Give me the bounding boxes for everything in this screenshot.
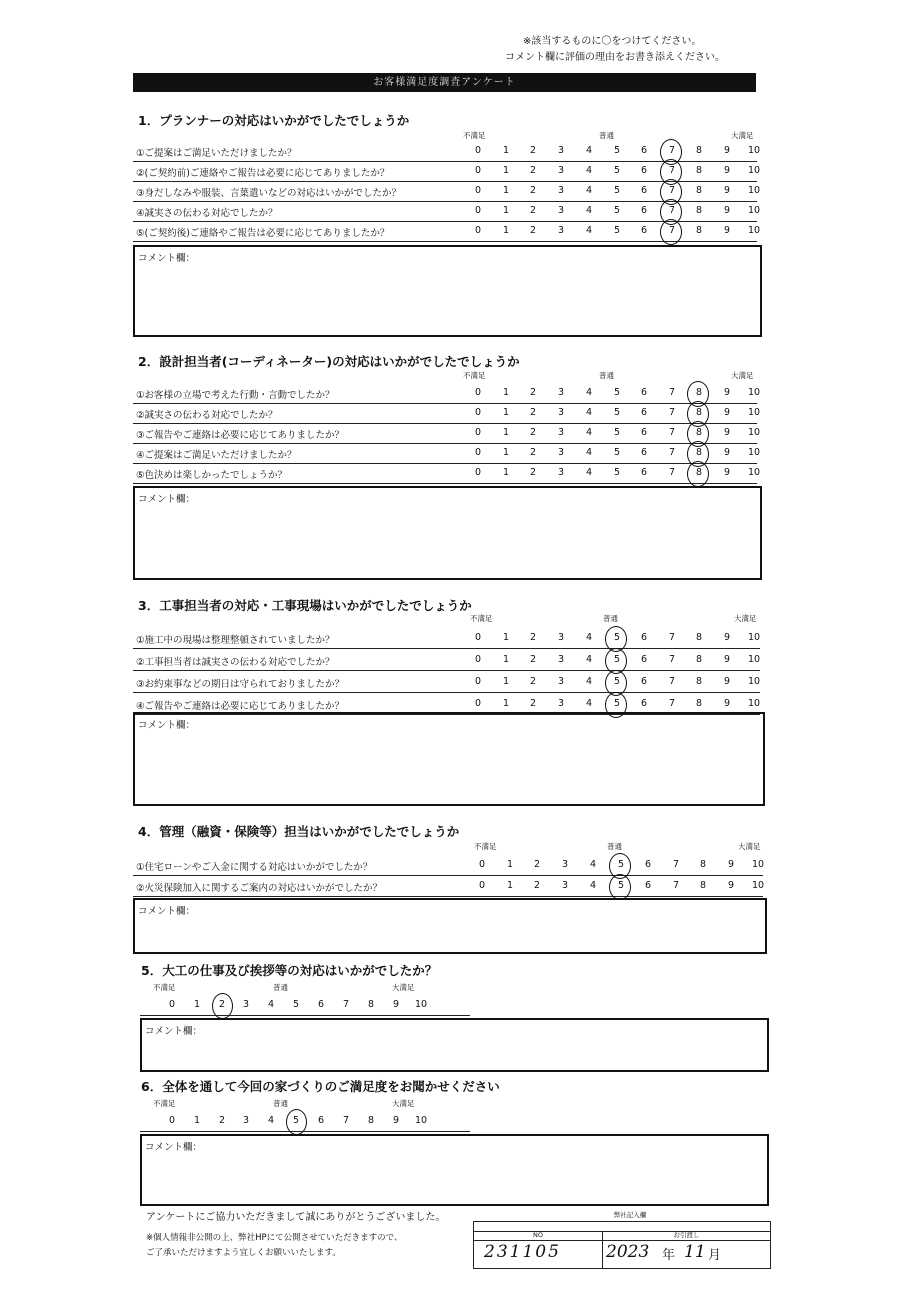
rating-option-5[interactable]: 5 <box>613 467 621 478</box>
rating-option-9[interactable]: 9 <box>723 225 731 236</box>
rating-option-3[interactable]: 3 <box>557 387 565 398</box>
rating-option-2[interactable]: 2 <box>529 654 537 665</box>
rating-option-8[interactable]: 8 <box>367 1115 375 1126</box>
rating-option-10[interactable]: 10 <box>747 407 761 418</box>
question-row <box>133 855 763 876</box>
question-text: ①住宅ローンやご入金に関する対応はいかがでしたか？ <box>136 862 373 873</box>
comment-label: コメント欄： <box>145 1026 203 1037</box>
section-5-low-label: 不満足 <box>153 983 176 992</box>
rating-option-6[interactable]: 6 <box>640 467 648 478</box>
rating-option-0[interactable]: 0 <box>474 387 482 398</box>
rating-option-1[interactable]: 1 <box>502 387 510 398</box>
rating-option-2[interactable]: 2 <box>218 1115 226 1126</box>
rating-option-8[interactable]: 8 <box>695 165 703 176</box>
rating-option-10[interactable]: 10 <box>747 676 761 687</box>
section-3-mid-label: 普通 <box>603 614 618 623</box>
question-text: ①お客様の立場で考えた行動・言動でしたか？ <box>136 390 335 401</box>
section-4-high-label: 大満足 <box>738 842 761 851</box>
rating-option-6[interactable]: 6 <box>644 880 652 891</box>
rating-option-1[interactable]: 1 <box>502 427 510 438</box>
rating-option-5[interactable]: 5 <box>613 205 621 216</box>
rating-option-5[interactable]: 5 <box>613 225 621 236</box>
rating-option-1[interactable]: 1 <box>502 632 510 643</box>
rating-option-5[interactable]: 5 <box>613 654 621 665</box>
rating-option-6[interactable]: 6 <box>640 698 648 709</box>
rating-option-4[interactable]: 4 <box>585 407 593 418</box>
rating-option-1[interactable]: 1 <box>502 185 510 196</box>
handover-month: 11 <box>684 1242 706 1262</box>
question-text: ④ご報告やご連絡は必要に応じてありましたか？ <box>136 701 345 712</box>
rating-option-3[interactable]: 3 <box>557 467 565 478</box>
rating-option-5[interactable]: 5 <box>617 880 625 891</box>
comment-box-2[interactable] <box>133 486 762 580</box>
handover-label: お引渡し <box>673 1231 700 1239</box>
rating-option-7[interactable]: 7 <box>668 676 676 687</box>
rating-option-5[interactable]: 5 <box>613 632 621 643</box>
rating-option-7[interactable]: 7 <box>668 632 676 643</box>
question-text: ③ご報告やご連絡は必要に応じてありましたか？ <box>136 430 345 441</box>
rating-option-9[interactable]: 9 <box>723 654 731 665</box>
rating-option-9[interactable]: 9 <box>723 165 731 176</box>
rating-option-10[interactable]: 10 <box>751 859 765 870</box>
rating-option-1[interactable]: 1 <box>502 165 510 176</box>
rating-option-7[interactable]: 7 <box>668 654 676 665</box>
rating-option-3[interactable]: 3 <box>557 225 565 236</box>
rating-option-0[interactable]: 0 <box>168 999 176 1010</box>
rating-option-6[interactable]: 6 <box>640 676 648 687</box>
section-6-title: 6．全体を通して今回の家づくりのご満足度をお聞かせください <box>141 1079 500 1094</box>
section-3-low-label: 不満足 <box>470 614 493 623</box>
rating-option-0[interactable]: 0 <box>474 165 482 176</box>
rating-option-0[interactable]: 0 <box>474 205 482 216</box>
rating-option-8[interactable]: 8 <box>695 225 703 236</box>
question-row <box>133 181 761 202</box>
rating-option-7[interactable]: 7 <box>668 467 676 478</box>
rating-option-6[interactable]: 6 <box>640 407 648 418</box>
rating-option-4[interactable]: 4 <box>585 676 593 687</box>
rating-option-3[interactable]: 3 <box>557 632 565 643</box>
rating-option-0[interactable]: 0 <box>478 880 486 891</box>
rating-option-0[interactable]: 0 <box>474 145 482 156</box>
rating-option-1[interactable]: 1 <box>502 225 510 236</box>
rating-option-4[interactable]: 4 <box>585 467 593 478</box>
rating-option-10[interactable]: 10 <box>747 698 761 709</box>
rating-option-6[interactable]: 6 <box>640 145 648 156</box>
rating-option-9[interactable]: 9 <box>723 467 731 478</box>
rating-option-1[interactable]: 1 <box>502 698 510 709</box>
rating-option-6[interactable]: 6 <box>640 387 648 398</box>
no-label: NO <box>533 1231 543 1239</box>
comment-label: コメント欄： <box>138 720 196 731</box>
rating-option-7[interactable]: 7 <box>668 165 676 176</box>
rating-option-8[interactable]: 8 <box>695 654 703 665</box>
rating-option-9[interactable]: 9 <box>392 1115 400 1126</box>
rating-option-0[interactable]: 0 <box>474 632 482 643</box>
section-4-low-label: 不満足 <box>474 842 497 851</box>
rating-option-3[interactable]: 3 <box>557 407 565 418</box>
rating-option-2[interactable]: 2 <box>529 205 537 216</box>
question-text: ⑤色決めは楽しかったでしょうか？ <box>136 470 288 481</box>
selected-answer-circle <box>660 219 682 245</box>
rating-option-8[interactable]: 8 <box>699 859 707 870</box>
rating-option-3[interactable]: 3 <box>557 165 565 176</box>
rating-option-4[interactable]: 4 <box>585 225 593 236</box>
rating-option-0[interactable]: 0 <box>474 185 482 196</box>
rating-option-9[interactable]: 9 <box>723 145 731 156</box>
comment-label: コメント欄： <box>138 906 196 917</box>
comment-box-1[interactable] <box>133 245 762 337</box>
no-value: 231105 <box>484 1242 561 1262</box>
question-text: ②工事担当者は誠実さの伝わる対応でしたか？ <box>136 657 335 668</box>
privacy-line-2: ご了承いただけますよう宜しくお願いいたします。 <box>146 1248 341 1258</box>
rating-option-3[interactable]: 3 <box>242 1115 250 1126</box>
question-text: ③身だしなみや服装、言葉遣いなどの対応はいかがでしたか？ <box>136 188 402 199</box>
rating-option-7[interactable]: 7 <box>668 145 676 156</box>
rating-option-4[interactable]: 4 <box>585 145 593 156</box>
rating-option-7[interactable]: 7 <box>672 859 680 870</box>
rating-option-0[interactable]: 0 <box>474 447 482 458</box>
question-text: ②誠実さの伝わる対応でしたか？ <box>136 410 278 421</box>
question-row <box>133 161 761 182</box>
rating-option-4[interactable]: 4 <box>267 999 275 1010</box>
rating-option-10[interactable]: 10 <box>414 1115 428 1126</box>
question-row <box>133 423 761 444</box>
rating-option-2[interactable]: 2 <box>529 632 537 643</box>
rating-option-6[interactable]: 6 <box>640 427 648 438</box>
privacy-note <box>146 1231 402 1261</box>
question-row <box>133 403 761 424</box>
section-1-mid-label: 普通 <box>599 131 614 140</box>
rating-option-2[interactable]: 2 <box>529 447 537 458</box>
question-row <box>133 876 763 897</box>
rating-option-1[interactable]: 1 <box>502 407 510 418</box>
privacy-line-1: ※個人情報非公開の上、弊社HPにて公開させていただきますので、 <box>146 1233 403 1243</box>
month-unit: 月 <box>708 1248 722 1263</box>
question-row <box>133 443 761 464</box>
question-text: ②(ご契約前)ご連絡やご報告は必要に応じてありましたか？ <box>136 168 390 179</box>
rating-option-7[interactable]: 7 <box>668 447 676 458</box>
rating-option-1[interactable]: 1 <box>502 676 510 687</box>
section-5-high-label: 大満足 <box>392 983 415 992</box>
rating-option-8[interactable]: 8 <box>695 676 703 687</box>
rating-option-5[interactable]: 5 <box>613 145 621 156</box>
rating-option-6[interactable]: 6 <box>640 225 648 236</box>
section-5-title: 5．大工の仕事及び挨拶等の対応はいかがでしたか？ <box>141 963 438 978</box>
question-row <box>133 672 760 693</box>
rating-option-3[interactable]: 3 <box>557 205 565 216</box>
rating-option-6[interactable]: 6 <box>640 447 648 458</box>
rating-option-4[interactable]: 4 <box>585 447 593 458</box>
rating-option-6[interactable]: 6 <box>317 1115 325 1126</box>
rating-option-10[interactable]: 10 <box>751 880 765 891</box>
rating-option-3[interactable]: 3 <box>557 185 565 196</box>
rating-option-4[interactable]: 4 <box>589 859 597 870</box>
rating-option-8[interactable]: 8 <box>695 407 703 418</box>
selected-answer-circle <box>609 874 631 900</box>
rating-option-0[interactable]: 0 <box>168 1115 176 1126</box>
rating-option-3[interactable]: 3 <box>557 145 565 156</box>
rating-option-1[interactable]: 1 <box>193 999 201 1010</box>
rating-option-2[interactable]: 2 <box>529 467 537 478</box>
section-3-high-label: 大満足 <box>734 614 757 623</box>
rating-option-9[interactable]: 9 <box>723 407 731 418</box>
rating-option-4[interactable]: 4 <box>585 654 593 665</box>
rating-option-3[interactable]: 3 <box>242 999 250 1010</box>
question-text: ①施工中の現場は整理整頓されていましたか？ <box>136 635 335 646</box>
rating-option-2[interactable]: 2 <box>533 859 541 870</box>
rating-option-7[interactable]: 7 <box>668 225 676 236</box>
question-text: ①ご提案はご満足いただけましたか？ <box>136 148 297 159</box>
rating-option-9[interactable]: 9 <box>727 880 735 891</box>
rating-option-0[interactable]: 0 <box>474 225 482 236</box>
section-1-title: 1．プランナーの対応はいかがでしたでしょうか <box>138 113 410 128</box>
rating-option-4[interactable]: 4 <box>585 698 593 709</box>
rating-option-8[interactable]: 8 <box>695 205 703 216</box>
rating-option-0[interactable]: 0 <box>474 427 482 438</box>
question-row <box>133 141 761 162</box>
question-row <box>133 628 760 649</box>
rating-option-9[interactable]: 9 <box>723 387 731 398</box>
year-unit: 年 <box>662 1248 676 1263</box>
rating-option-8[interactable]: 8 <box>695 447 703 458</box>
rating-option-5[interactable]: 5 <box>292 1115 300 1126</box>
section-6-low-label: 不満足 <box>153 1099 176 1108</box>
rating-option-9[interactable]: 9 <box>723 698 731 709</box>
question-text: ⑤(ご契約後)ご連絡やご報告は必要に応じてありましたか？ <box>136 228 390 239</box>
section-5-underline <box>140 1015 470 1016</box>
rating-option-6[interactable]: 6 <box>640 205 648 216</box>
rating-option-10[interactable]: 10 <box>747 225 761 236</box>
rating-option-1[interactable]: 1 <box>193 1115 201 1126</box>
rating-option-5[interactable]: 5 <box>613 447 621 458</box>
question-row <box>133 383 761 404</box>
rating-option-4[interactable]: 4 <box>585 205 593 216</box>
rating-option-5[interactable]: 5 <box>613 427 621 438</box>
section-2-high-label: 大満足 <box>731 371 754 380</box>
rating-option-9[interactable]: 9 <box>723 632 731 643</box>
rating-option-10[interactable]: 10 <box>747 387 761 398</box>
rating-option-3[interactable]: 3 <box>557 676 565 687</box>
rating-option-8[interactable]: 8 <box>695 185 703 196</box>
rating-option-10[interactable]: 10 <box>747 467 761 478</box>
question-text: ③お約束事などの期日は守られておりましたか？ <box>136 679 345 690</box>
rating-option-10[interactable]: 10 <box>747 632 761 643</box>
section-2-low-label: 不満足 <box>463 371 486 380</box>
rating-option-5[interactable]: 5 <box>613 698 621 709</box>
rating-option-4[interactable]: 4 <box>585 387 593 398</box>
rating-option-2[interactable]: 2 <box>529 427 537 438</box>
rating-option-0[interactable]: 0 <box>474 698 482 709</box>
section-1-low-label: 不満足 <box>463 131 486 140</box>
rating-option-3[interactable]: 3 <box>557 447 565 458</box>
rating-option-2[interactable]: 2 <box>218 999 226 1010</box>
rating-option-4[interactable]: 4 <box>589 880 597 891</box>
comment-label: コメント欄： <box>145 1142 203 1153</box>
rating-option-7[interactable]: 7 <box>668 205 676 216</box>
section-2-title: 2．設計担当者(コーディネーター)の対応はいかがでしたでしょうか <box>138 354 520 369</box>
rating-option-4[interactable]: 4 <box>585 165 593 176</box>
rating-option-8[interactable]: 8 <box>699 880 707 891</box>
rating-option-2[interactable]: 2 <box>533 880 541 891</box>
question-row <box>133 650 760 671</box>
instruction-1: ※該当するものに〇をつけてください。 <box>523 36 702 47</box>
rating-option-7[interactable]: 7 <box>672 880 680 891</box>
question-text: ④ご提案はご満足いただけましたか？ <box>136 450 297 461</box>
selected-answer-circle <box>687 461 709 487</box>
rating-option-7[interactable]: 7 <box>668 427 676 438</box>
rating-option-3[interactable]: 3 <box>557 654 565 665</box>
rating-option-4[interactable]: 4 <box>267 1115 275 1126</box>
rating-option-0[interactable]: 0 <box>474 467 482 478</box>
rating-option-3[interactable]: 3 <box>561 859 569 870</box>
rating-option-5[interactable]: 5 <box>613 387 621 398</box>
rating-option-1[interactable]: 1 <box>506 859 514 870</box>
comment-box-3[interactable] <box>133 712 765 806</box>
section-4-mid-label: 普通 <box>607 842 622 851</box>
rating-option-1[interactable]: 1 <box>506 880 514 891</box>
rating-option-8[interactable]: 8 <box>695 632 703 643</box>
instructions <box>505 34 725 66</box>
rating-option-8[interactable]: 8 <box>695 427 703 438</box>
rating-option-5[interactable]: 5 <box>292 999 300 1010</box>
rating-option-2[interactable]: 2 <box>529 225 537 236</box>
thanks-text: アンケートにご協力いただきまして誠にありがとうございました。 <box>146 1212 446 1223</box>
rating-option-10[interactable]: 10 <box>747 165 761 176</box>
rating-option-6[interactable]: 6 <box>644 859 652 870</box>
rating-option-7[interactable]: 7 <box>668 387 676 398</box>
rating-option-9[interactable]: 9 <box>727 859 735 870</box>
rating-option-2[interactable]: 2 <box>529 676 537 687</box>
rating-option-10[interactable]: 10 <box>747 447 761 458</box>
section-5-mid-label: 普通 <box>273 983 288 992</box>
rating-option-4[interactable]: 4 <box>585 632 593 643</box>
comment-box-5[interactable] <box>140 1018 769 1072</box>
rating-option-7[interactable]: 7 <box>668 185 676 196</box>
rating-option-9[interactable]: 9 <box>723 185 731 196</box>
rating-option-2[interactable]: 2 <box>529 165 537 176</box>
rating-option-6[interactable]: 6 <box>640 632 648 643</box>
rating-option-1[interactable]: 1 <box>502 654 510 665</box>
rating-option-2[interactable]: 2 <box>529 185 537 196</box>
rating-option-2[interactable]: 2 <box>529 407 537 418</box>
rating-option-8[interactable]: 8 <box>695 698 703 709</box>
handover-year: 2023 <box>606 1242 650 1262</box>
rating-option-5[interactable]: 5 <box>617 859 625 870</box>
rating-option-7[interactable]: 7 <box>668 407 676 418</box>
comment-label: コメント欄： <box>138 253 196 264</box>
section-6-underline <box>140 1131 470 1132</box>
rating-option-0[interactable]: 0 <box>478 859 486 870</box>
rating-option-10[interactable]: 10 <box>414 999 428 1010</box>
rating-option-10[interactable]: 10 <box>747 145 761 156</box>
rating-option-2[interactable]: 2 <box>529 387 537 398</box>
rating-option-8[interactable]: 8 <box>695 387 703 398</box>
rating-option-4[interactable]: 4 <box>585 427 593 438</box>
section-1-high-label: 大満足 <box>731 131 754 140</box>
rating-option-6[interactable]: 6 <box>640 165 648 176</box>
rating-option-5[interactable]: 5 <box>613 676 621 687</box>
instruction-2: コメント欄に評価の理由をお書き添えください。 <box>505 52 725 63</box>
rating-option-5[interactable]: 5 <box>613 407 621 418</box>
question-row <box>133 201 761 222</box>
rating-option-2[interactable]: 2 <box>529 145 537 156</box>
comment-box-4[interactable] <box>133 898 767 954</box>
section-6-mid-label: 普通 <box>273 1099 288 1108</box>
survey-title: お客様満足度調査アンケート <box>133 73 756 92</box>
section-6-high-label: 大満足 <box>392 1099 415 1108</box>
question-row <box>133 463 761 484</box>
rating-option-9[interactable]: 9 <box>392 999 400 1010</box>
rating-option-8[interactable]: 8 <box>695 145 703 156</box>
rating-option-8[interactable]: 8 <box>695 467 703 478</box>
rating-option-0[interactable]: 0 <box>474 654 482 665</box>
rating-option-4[interactable]: 4 <box>585 185 593 196</box>
rating-option-0[interactable]: 0 <box>474 407 482 418</box>
rating-option-3[interactable]: 3 <box>557 698 565 709</box>
comment-label: コメント欄： <box>138 494 196 505</box>
rating-option-6[interactable]: 6 <box>640 654 648 665</box>
rating-option-7[interactable]: 7 <box>342 1115 350 1126</box>
rating-option-1[interactable]: 1 <box>502 205 510 216</box>
rating-option-9[interactable]: 9 <box>723 427 731 438</box>
question-text: ④誠実さの伝わる対応でしたか？ <box>136 208 278 219</box>
question-row <box>133 221 761 242</box>
rating-option-6[interactable]: 6 <box>317 999 325 1010</box>
rating-option-3[interactable]: 3 <box>561 880 569 891</box>
section-4-title: 4．管理（融資・保険等）担当はいかがでしたでしょうか <box>138 824 460 839</box>
rating-option-5[interactable]: 5 <box>613 185 621 196</box>
office-use-label: 弊社記入欄 <box>613 1211 647 1219</box>
office-use-table <box>473 1221 771 1269</box>
rating-option-5[interactable]: 5 <box>613 165 621 176</box>
rating-option-9[interactable]: 9 <box>723 676 731 687</box>
rating-option-0[interactable]: 0 <box>474 676 482 687</box>
rating-option-7[interactable]: 7 <box>342 999 350 1010</box>
rating-option-8[interactable]: 8 <box>367 999 375 1010</box>
question-text: ②火災保険加入に関するご案内の対応はいかがでしたか？ <box>136 883 383 894</box>
rating-option-7[interactable]: 7 <box>668 698 676 709</box>
section-2-mid-label: 普通 <box>599 371 614 380</box>
rating-option-10[interactable]: 10 <box>747 427 761 438</box>
rating-option-2[interactable]: 2 <box>529 698 537 709</box>
rating-option-3[interactable]: 3 <box>557 427 565 438</box>
rating-option-6[interactable]: 6 <box>640 185 648 196</box>
section-3-title: 3．工事担当者の対応・工事現場はいかがでしたでしょうか <box>138 598 472 613</box>
rating-option-1[interactable]: 1 <box>502 467 510 478</box>
rating-option-10[interactable]: 10 <box>747 205 761 216</box>
rating-option-10[interactable]: 10 <box>747 185 761 196</box>
rating-option-1[interactable]: 1 <box>502 447 510 458</box>
rating-option-1[interactable]: 1 <box>502 145 510 156</box>
comment-box-6[interactable] <box>140 1134 769 1206</box>
rating-option-9[interactable]: 9 <box>723 447 731 458</box>
rating-option-9[interactable]: 9 <box>723 205 731 216</box>
rating-option-10[interactable]: 10 <box>747 654 761 665</box>
